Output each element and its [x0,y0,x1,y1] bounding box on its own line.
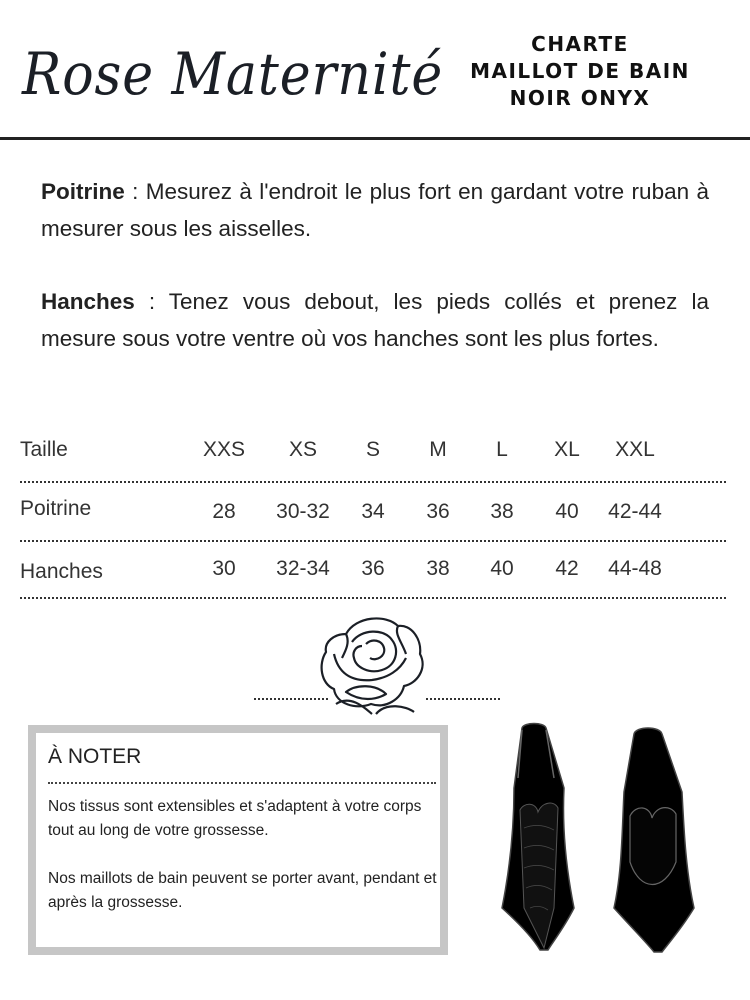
size-value: 30-32 [276,500,330,523]
size-value: 36 [426,500,450,523]
dotted-divider [20,597,726,599]
size-value: 42-44 [608,500,662,523]
size-value: 36 [361,557,385,580]
instruction-text: : Tenez vous debout, les pieds collés et prenez la mesure sous votre ventre où vos hanches sont les plus fortes. [41,289,709,351]
size-value: 38 [426,557,450,580]
title-line: NOIR ONYX [509,86,651,110]
dotted-divider [426,698,500,700]
instruction-text: : Mesurez à l'endroit le plus fort en gardant votre ruban à mesurer sous les aisselles. [41,179,709,241]
size-value: 40 [555,500,579,523]
term: Poitrine [41,179,125,204]
size-header: S [365,438,381,461]
size-header: XL [554,438,580,461]
row-label: Hanches [20,560,103,583]
dotted-divider [254,698,328,700]
title-line: CHARTE [531,32,629,56]
size-value: 34 [361,500,385,523]
swimsuit-back-illustration [604,722,704,958]
header-label: Taille [20,438,68,461]
note-paragraph: Nos tissus sont extensibles et s'adaptent à votre corps tout au long de votre grossesse. [48,798,422,839]
instruction-poitrine [41,174,709,247]
size-header: L [496,438,508,461]
note-paragraph: Nos maillots de bain peuvent se porter avant, pendant et après la grossesse. [48,870,437,911]
swimsuit-front-illustration [494,718,594,958]
size-header: M [429,438,447,461]
title-line: MAILLOT DE BAIN [470,59,690,83]
term: Hanches [41,289,135,314]
size-value: 44-48 [608,557,662,580]
rose-icon [316,614,432,716]
header-divider [0,137,750,140]
instruction-hanches [41,284,709,357]
size-value: 28 [212,500,236,523]
size-value: 40 [490,557,514,580]
size-header: XXL [615,438,655,461]
dotted-divider [48,782,436,784]
dotted-divider [20,540,726,542]
dotted-divider [20,481,726,483]
note-title: À NOTER [48,745,142,768]
brand-logo: Rose Maternité [22,40,444,108]
size-value: 32-34 [276,557,330,580]
chart-title [460,31,700,112]
size-value: 42 [555,557,579,580]
size-value: 38 [490,500,514,523]
row-label: Poitrine [20,497,92,520]
size-header: XS [288,438,318,461]
size-value: 30 [212,557,236,580]
size-header: XXS [202,438,246,461]
note-box [28,725,448,955]
